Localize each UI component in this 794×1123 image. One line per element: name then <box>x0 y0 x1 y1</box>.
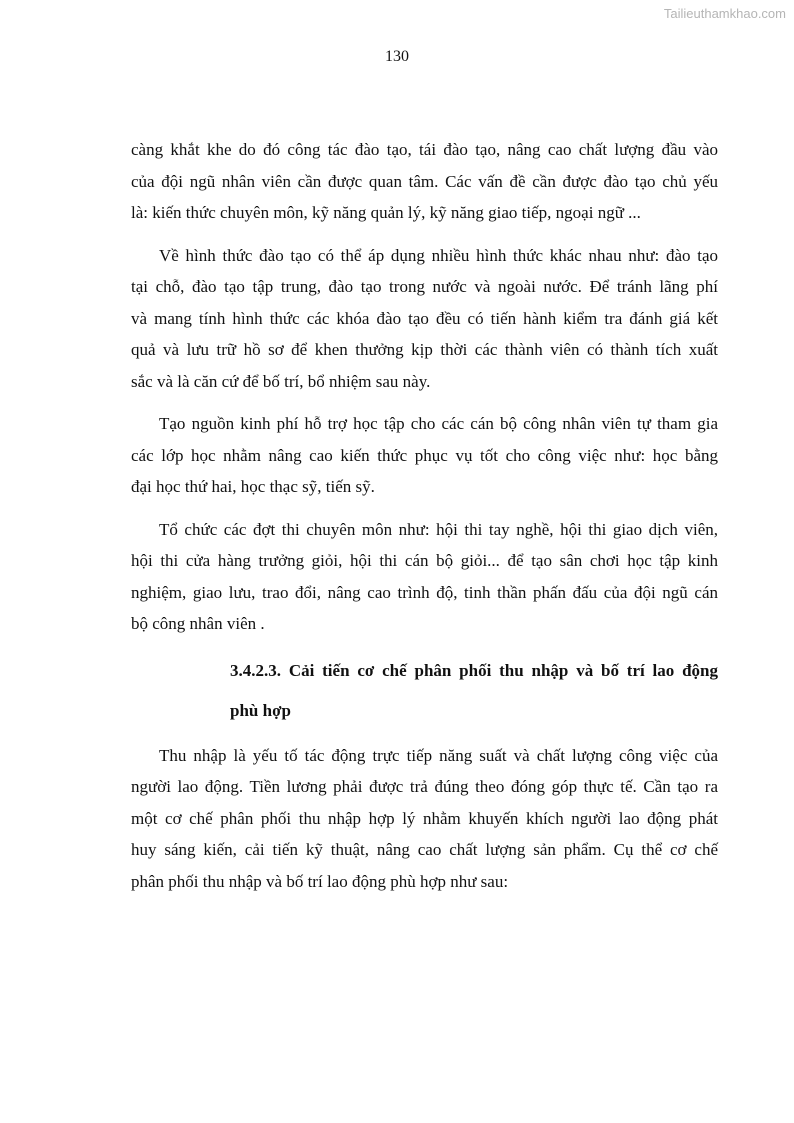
text-line: và mang tính hình thức các khóa đào tạo đều có tiến hành kiểm tra đánh giá kết <box>131 308 718 328</box>
paragraph-training-forms <box>131 240 718 398</box>
text-line: là: kiến thức chuyên môn, kỹ năng quản lý, kỹ năng giao tiếp, ngoại ngữ ... <box>131 203 641 222</box>
heading-line: 3.4.2.3. Cải tiến cơ chế phân phối thu nhập và bố trí lao động <box>230 660 718 680</box>
text-line: huy sáng kiến, cải tiến kỹ thuật, nâng cao chất lượng sản phẩm. Cụ thể cơ chế <box>131 840 718 859</box>
section-heading <box>230 651 718 731</box>
paragraph-training-requirements <box>131 134 718 229</box>
text-line: phân phối thu nhập và bố trí lao động phù hợp như sau: <box>131 871 509 891</box>
text-line: quả và lưu trữ hồ sơ để khen thưởng kịp thời các thành viên có thành tích xuất <box>131 340 718 359</box>
text-line: Thu nhập là yếu tố tác động trực tiếp năng suất và chất lượng công việc của <box>159 745 718 765</box>
watermark: Tailieuthamkhao.com <box>663 6 786 21</box>
text-line: đại học thứ hai, học thạc sỹ, tiến sỹ. <box>131 477 375 496</box>
paragraph-funding <box>131 408 718 503</box>
text-line: của đội ngũ nhân viên cần được quan tâm. Các vấn đề cần được đào tạo chủ yếu <box>131 171 718 191</box>
text-line: càng khắt khe do đó công tác đào tạo, tái đào tạo, nâng cao chất lượng đầu vào <box>131 140 718 159</box>
document-body <box>131 134 718 908</box>
paragraph-income <box>131 740 718 898</box>
text-line: các lớp học nhằm nâng cao kiến thức phục vụ tốt cho công việc như: học bằng <box>131 445 718 465</box>
text-line: bộ công nhân viên . <box>131 614 265 633</box>
text-line: hội thi cửa hàng trưởng giỏi, hội thi cán bộ giỏi... để tạo sân chơi học tập kinh <box>131 551 718 570</box>
text-line: người lao động. Tiền lương phải được trả đúng theo đóng góp thực tế. Cần tạo ra <box>131 777 718 796</box>
heading-line: phù hợp <box>230 700 291 720</box>
text-line: sắc và là căn cứ để bố trí, bổ nhiệm sau này. <box>131 371 431 391</box>
paragraph-competitions <box>131 514 718 640</box>
text-line: Tạo nguồn kinh phí hỗ trợ học tập cho các cán bộ công nhân viên tự tham gia <box>159 414 718 433</box>
text-line: một cơ chế phân phối thu nhập hợp lý nhằm khuyến khích người lao động phát <box>131 808 718 828</box>
text-line: tại chỗ, đào tạo tập trung, đào tạo trong nước và ngoài nước. Để tránh lãng phí <box>131 277 718 296</box>
page-number: 130 <box>385 48 409 65</box>
text-line: nghiệm, giao lưu, trao đổi, nâng cao trình độ, tinh thần phấn đấu của đội ngũ cán <box>131 582 718 602</box>
text-line: Về hình thức đào tạo có thể áp dụng nhiều hình thức khác nhau như: đào tạo <box>159 245 718 265</box>
text-line: Tổ chức các đợt thi chuyên môn như: hội thi tay nghề, hội thi giao dịch viên, <box>159 519 718 539</box>
